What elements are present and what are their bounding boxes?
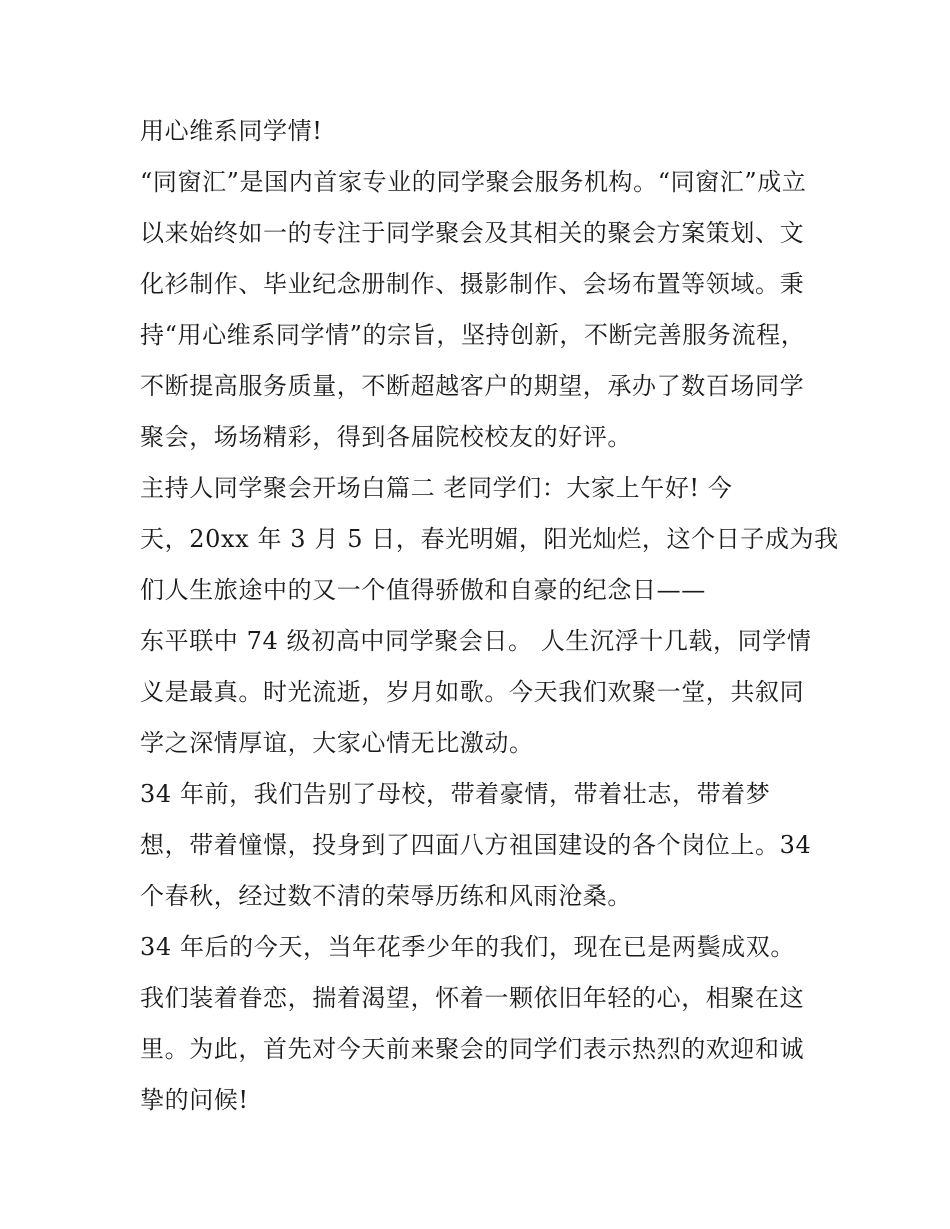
text-line: 里。为此，首先对今天前来聚会的同学们表示热烈的欢迎和诚 xyxy=(140,1035,805,1063)
text-line: 想，带着憧憬，投身到了四面八方祖国建设的各个岗位上。34 xyxy=(140,831,812,859)
text-line: 我们装着眷恋，揣着渴望，怀着一颗依旧年轻的心，相聚在这 xyxy=(140,984,805,1012)
text-line: 挚的问候! xyxy=(140,1086,249,1114)
text-line: 34 年后的今天，当年花季少年的我们，现在已是两鬓成双。 xyxy=(140,933,795,961)
text-line: 天，20xx 年 3 月 5 日，春光明媚，阳光灿烂，这个日子成为我 xyxy=(140,525,839,553)
text-line: 主持人同学聚会开场白篇二 老同学们：大家上午好! 今 xyxy=(140,474,733,502)
text-line: 用心维系同学情! xyxy=(140,117,323,145)
text-line: 们人生旅途中的又一个值得骄傲和自豪的纪念日—— xyxy=(140,576,706,604)
text-line: 持“用心维系同学情”的宗旨，坚持创新，不断完善服务流程， xyxy=(140,321,806,349)
text-line: 东平联中 74 级初高中同学聚会日。 人生沉浮十几载，同学情 xyxy=(140,627,812,655)
text-line: 个春秋，经过数不清的荣辱历练和风雨沧桑。 xyxy=(140,882,632,910)
text-line: 义是最真。时光流逝，岁月如歌。今天我们欢聚一堂，共叙同 xyxy=(140,678,805,706)
text-line: 化衫制作、毕业纪念册制作、摄影制作、会场布置等领域。秉 xyxy=(140,270,805,298)
text-line: 聚会，场场精彩，得到各届院校校友的好评。 xyxy=(140,423,632,451)
text-line: 以来始终如一的专注于同学聚会及其相关的聚会方案策划、文 xyxy=(140,219,805,247)
text-line: 34 年前，我们告别了母校，带着豪情，带着壮志，带着梦 xyxy=(140,780,771,808)
text-line: 学之深情厚谊，大家心情无比激动。 xyxy=(140,729,534,757)
text-line: 不断提高服务质量，不断超越客户的期望，承办了数百场同学 xyxy=(140,372,805,400)
text-line: “同窗汇”是国内首家专业的同学聚会服务机构。“同窗汇”成立 xyxy=(140,168,807,196)
